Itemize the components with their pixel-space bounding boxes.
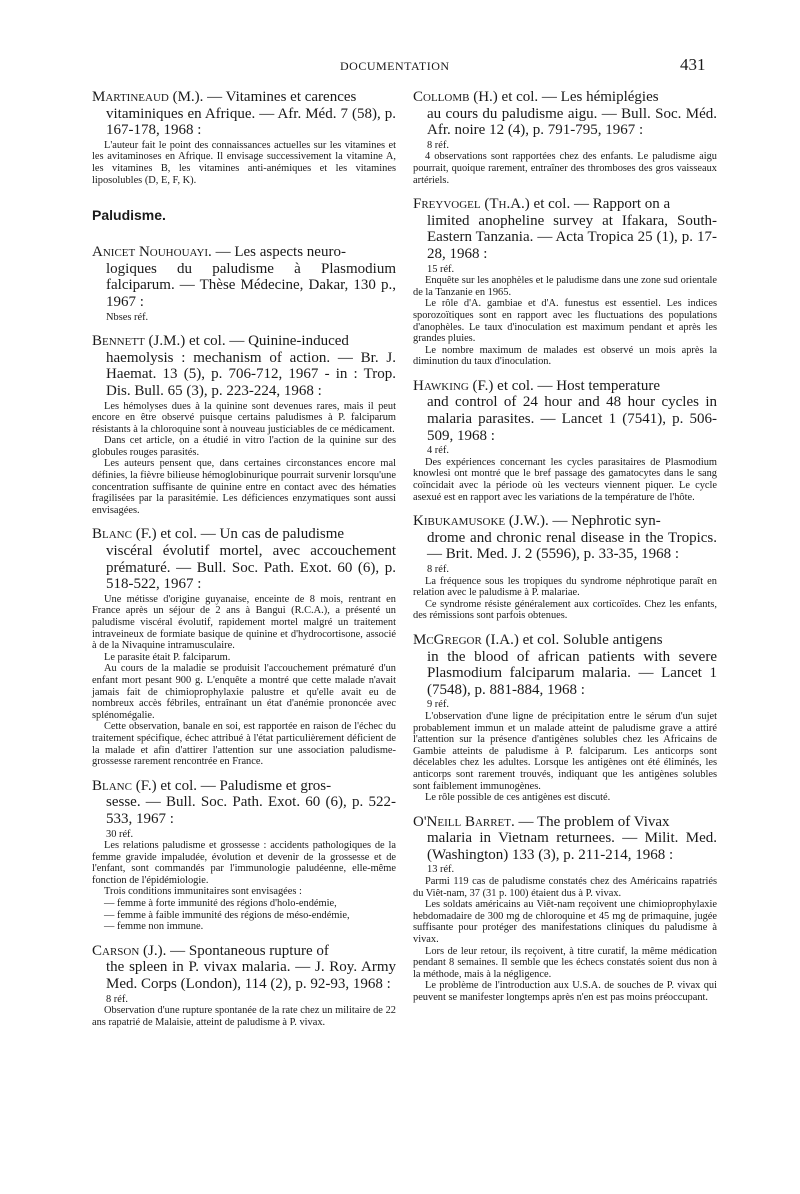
abstract-paragraph: Parmi 119 cas de paludisme constatés chez des Américains rapatriés du Viêt-nam, 37 (31 p. 100) étaient dus à P. vivax. bbox=[413, 876, 717, 899]
citation-title-start: et col. — Quinine-induced bbox=[185, 333, 349, 350]
entry-citation bbox=[413, 513, 717, 563]
citation-title-rest: in the blood of african patients with severe Plasmodium falciparum malaria. — Lancet 1 (7548), p. 881-884, 1968 : bbox=[427, 648, 717, 698]
list-item: — femme à forte immunité des régions d'holo-endémie, bbox=[104, 898, 337, 910]
page-header bbox=[0, 57, 800, 77]
right-column bbox=[413, 89, 717, 1014]
abstract-paragraph: Le problème de l'introduction aux U.S.A. de souches de P. vivax qui peuvent se manifester longtemps après n'en est pas moins préoccupant. bbox=[413, 980, 717, 1003]
abstract-paragraph: Au cours de la maladie se produisit l'accouchement prématuré d'un enfant mort pesant 900 g. L'enquête a montré que cette malade n'avait jamais fait de chimioprophylaxie palustre et qu'elle avait eu de nombreux accès fébriles, entraînant un état d'anémie prononcée avec splénomégalie. bbox=[92, 663, 396, 721]
entry-author: Blanc (F.) bbox=[92, 777, 157, 794]
citation-title-start: et col. — Paludisme et gros- bbox=[156, 777, 332, 794]
bibliography-entry bbox=[92, 778, 396, 933]
citation-title-start: — Spontaneous rupture of bbox=[166, 942, 329, 959]
citation-title-start: et col. — Un cas de paludisme bbox=[156, 526, 345, 543]
reference-count: 9 réf. bbox=[427, 699, 449, 711]
entry-citation bbox=[413, 89, 717, 139]
running-title: DOCUMENTATION bbox=[340, 59, 450, 73]
citation-title-start: et col. Soluble antigens bbox=[518, 631, 663, 648]
page-number: 431 bbox=[680, 55, 706, 74]
entry-author: Kibukamusoke (J.W.). bbox=[413, 513, 549, 530]
reference-count: 30 réf. bbox=[106, 828, 134, 840]
citation-title-start: — Nephrotic syn- bbox=[548, 513, 661, 530]
reference-count: Nbses réf. bbox=[106, 311, 149, 323]
citation-title-rest: drome and chronic renal disease in the Tropics. — Brit. Med. J. 2 (5596), p. 33-35, 1968 : bbox=[427, 529, 717, 563]
bibliography-entry bbox=[92, 244, 396, 323]
list-item: — femme non immune. bbox=[104, 921, 204, 933]
entry-author: Blanc (F.) bbox=[92, 526, 157, 543]
bibliography-entry bbox=[413, 814, 717, 1004]
list-item: — femme à faible immunité des régions de méso-endémie, bbox=[104, 909, 350, 921]
entry-citation bbox=[92, 943, 396, 993]
abstract-paragraph: Cette observation, banale en soi, est rapportée en raison de l'échec du traitement spécifique, échec attribué à l'état particulièrement déficient de la malade et afin d'attirer l'attention sur une association paludisme-grossesse rarement rencontrée en France. bbox=[92, 721, 396, 768]
immunity-list bbox=[92, 898, 396, 933]
entry-author: Hawking (F.) bbox=[413, 377, 494, 394]
citation-title-rest: au cours du paludisme aigu. — Bull. Soc. Méd. Afr. noire 12 (4), p. 791-795, 1967 : bbox=[427, 105, 717, 139]
abstract-paragraph: Trois conditions immunitaires sont envisagées : bbox=[104, 886, 302, 898]
entry-abstract bbox=[413, 264, 717, 368]
entry-author: Anicet Nouhouayi. bbox=[92, 244, 212, 261]
abstract-paragraph: Le rôle d'A. gambiae et d'A. funestus est essentiel. Les indices sporozoïtiques sont en rapport avec les fluctuations des populations d'anophèles. Le taux d'inoculation est maximum pendant et après les grandes pluies. bbox=[413, 298, 717, 345]
citation-title-start: — The problem of Vivax bbox=[514, 813, 670, 830]
reference-count: 4 réf. bbox=[427, 445, 449, 457]
bibliography-entry bbox=[92, 526, 396, 767]
bibliography-entry bbox=[92, 89, 396, 186]
abstract-paragraph: L'observation d'une ligne de précipitation entre le sérum d'un sujet probablement immun et un malade atteint de paludisme grave a attiré l'attention sur la présence d'antigènes solubles chez les Africains de Gambie atteints de paludisme à P. falciparum. Les anticorps sont décelables chez les adultes. Lorsque les antigènes ont été éliminés, les anticorps sont rarement trouvés, indiquant que les antigènes solubles sont faiblement immunogènes. bbox=[413, 710, 717, 792]
abstract-paragraph: Dans cet article, on a étudié in vitro l'action de la quinine sur des globules rouges parasités. bbox=[92, 435, 396, 458]
entry-citation bbox=[92, 526, 396, 592]
entry-citation bbox=[413, 378, 717, 444]
citation-title-start: — Vitamines et carences bbox=[203, 89, 357, 105]
citation-title-start: et col. — Host temperature bbox=[493, 377, 661, 394]
bibliography-entry bbox=[92, 333, 396, 516]
citation-title-rest: limited anopheline survey at Ifakara, South-Eastern Tanzania. — Acta Tropica 25 (1), p. 17-28, 1968 : bbox=[427, 212, 717, 262]
bibliography-entry bbox=[413, 513, 717, 622]
section-heading: Paludisme. bbox=[92, 207, 166, 224]
bibliography-entry bbox=[92, 943, 396, 1029]
entry-author: O'Neill Barret. bbox=[413, 813, 515, 830]
entry-citation bbox=[92, 333, 396, 399]
entry-author: Martineaud (M.). bbox=[92, 89, 204, 105]
citation-title-rest: haemolysis : mechanism of action. — Br. J. Haemat. 13 (5), p. 706-712, 1967 - in : Trop. Dis. Bull. 65 (3), p. 223-224, 1968 : bbox=[106, 349, 396, 399]
entry-abstract bbox=[92, 312, 396, 324]
abstract-paragraph: La fréquence sous les tropiques du syndrome néphrotique paraît en relation avec le paludisme à P. malariae. bbox=[413, 575, 717, 599]
bibliography-entry bbox=[413, 378, 717, 503]
abstract-paragraph: Lors de leur retour, ils reçoivent, à titre curatif, la même médication pendant 8 semaines. Il semble que les échecs constatés soient dus non à la méthode, mais à la négligence. bbox=[413, 945, 717, 980]
citation-title-rest: the spleen in P. vivax malaria. — J. Roy. Army Med. Corps (London), 114 (2), p. 92-93, 1968 : bbox=[106, 959, 396, 993]
abstract-paragraph: Les hémolyses dues à la quinine sont devenues rares, mais il peut encore en être observé puisque certains paludismes à P. falciparum résistants à la chloroquine sont à nouveau justiciables de ce médicament. bbox=[92, 400, 396, 435]
abstract-paragraph: Des expériences concernant les cycles parasitaires de Plasmodium knowlesi ont montré que le bref passage des gamatocytes dans le sang coïncidait avec la période où les vecteurs viennent piquer. Le cycle asexué est en rapport avec les variations de la température de l'hôte. bbox=[413, 456, 717, 503]
abstract-paragraph: Observation d'une rupture spontanée de la rate chez un militaire de 22 ans rapatrié de Malaisie, atteint de paludisme à P. vivax. bbox=[92, 1005, 396, 1028]
abstract-paragraph: 4 observations sont rapportées chez des enfants. Le paludisme aigu pourrait, quoique rarement, entraîner des thromboses des gros vaisseaux artériels. bbox=[413, 151, 717, 186]
reference-count: 15 réf. bbox=[427, 263, 455, 275]
entry-abstract bbox=[92, 401, 396, 517]
abstract-paragraph: L'auteur fait le point des connaissances actuelles sur les vitamines et les avitaminoses en Afrique. Il envisage successivement la vitamine A, les vitamines B, les vitamines anti-anémiques et les vitamines liposolubles (D, E, F, K). bbox=[92, 139, 396, 186]
entry-abstract bbox=[413, 699, 717, 803]
entry-abstract bbox=[413, 864, 717, 1003]
abstract-paragraph: Ce syndrome résiste généralement aux corticoïdes. Chez les enfants, des rémissions sont parfois obtenues. bbox=[413, 598, 717, 622]
citation-title-start: et col. — Rapport on a bbox=[529, 196, 671, 213]
entry-author: McGregor (I.A.) bbox=[413, 631, 519, 648]
entry-citation bbox=[413, 196, 717, 262]
abstract-paragraph: Enquête sur les anophèles et le paludisme dans une zone sud orientale de la Tanzanie en 1965. bbox=[413, 275, 717, 298]
abstract-paragraph: Le parasite était P. falciparum. bbox=[104, 651, 231, 663]
entry-author: Carson (J.). bbox=[92, 942, 167, 959]
entry-abstract bbox=[413, 445, 717, 503]
citation-title-rest: viscéral évolutif mortel, avec accouchement prématuré. — Bull. Soc. Path. Exot. 60 (6), p. 518-522, 1967 : bbox=[106, 543, 396, 593]
entry-author: Bennett (J.M.) bbox=[92, 333, 186, 350]
citation-title-rest: sesse. — Bull. Soc. Path. Exot. 60 (6), p. 522-533, 1967 : bbox=[106, 794, 396, 827]
entry-citation bbox=[92, 244, 396, 310]
entry-citation bbox=[92, 89, 396, 139]
citation-title-rest: malaria in Vietnam returnees. — Milit. Med. (Washington) 133 (3), p. 211-214, 1968 : bbox=[427, 830, 717, 863]
abstract-paragraph: Le rôle possible de ces antigènes est discuté. bbox=[425, 792, 611, 804]
entry-abstract bbox=[92, 829, 396, 933]
citation-title-start: et col. — Les hémiplégies bbox=[497, 89, 659, 105]
left-column bbox=[92, 89, 396, 1038]
bibliography-entry bbox=[413, 196, 717, 368]
bibliography-entry bbox=[413, 632, 717, 804]
entry-citation bbox=[92, 778, 396, 828]
entry-abstract bbox=[92, 994, 396, 1029]
citation-title-start: — Les aspects neuro- bbox=[211, 244, 346, 261]
abstract-paragraph: Les soldats américains au Viêt-nam reçoivent une chimioprophylaxie hebdomadaire de 300 mg de chloroquine et 45 mg de primaquine, jugée suffisante pour protéger des manifestations cliniques du paludisme à vivax. bbox=[413, 899, 717, 946]
abstract-paragraph: Les auteurs pensent que, dans certaines circonstances encore mal définies, la fièvre bilieuse hémoglobinurique pourrait survenir lorsqu'une concentration suffisante de quinine entre en contact avec des hématies fragilisées par la parasitémie. Les déficiences enzymatiques sont aussi envisagées. bbox=[92, 458, 396, 516]
reference-count: 8 réf. bbox=[106, 993, 128, 1005]
abstract-paragraph: Une métisse d'origine guyanaise, enceinte de 8 mois, rentrant en France après un séjour de 2 ans à Bangui (R.C.A.), a présenté un paludisme viscéral évolutif, rapidement mortel malgré un traitement intraveineux de formiate basique de quinine et d'hydrocortisone, associé à de la Nivaquine intramusculaire. bbox=[92, 593, 396, 652]
bibliography-entry bbox=[413, 89, 717, 186]
entry-citation bbox=[413, 814, 717, 864]
entry-author: Collomb (H.) bbox=[413, 89, 498, 105]
citation-title-rest: logiques du paludisme à Plasmodium falciparum. — Thèse Médecine, Dakar, 130 p., 1967 : bbox=[106, 260, 396, 310]
entry-abstract bbox=[92, 140, 396, 186]
entry-citation bbox=[413, 632, 717, 698]
entry-abstract bbox=[413, 564, 717, 622]
entry-abstract bbox=[413, 140, 717, 186]
citation-title-rest: and control of 24 hour and 48 hour cycles in malaria parasites. — Lancet 1 (7541), p. 506-509, 1968 : bbox=[427, 394, 717, 444]
reference-count: 8 réf. bbox=[427, 564, 449, 575]
entry-author: Freyvogel (Th.A.) bbox=[413, 196, 530, 213]
reference-count: 13 réf. bbox=[427, 864, 455, 876]
entry-abstract bbox=[92, 594, 396, 768]
reference-count: 8 réf. bbox=[427, 139, 449, 151]
citation-title-rest: vitaminiques en Afrique. — Afr. Méd. 7 (58), p. 167-178, 1968 : bbox=[106, 105, 396, 139]
abstract-paragraph: Les relations paludisme et grossesse : accidents pathologiques de la femme gravide impaludée, évolution et devenir de la grossesse et de l'enfant, sont commandés par l'immunologie paludéenne, elle-même fonction de l'épidémiologie. bbox=[92, 840, 396, 886]
abstract-paragraph: Le nombre maximum de malades est observé un mois après la diminution du taux d'inoculation. bbox=[413, 344, 717, 368]
